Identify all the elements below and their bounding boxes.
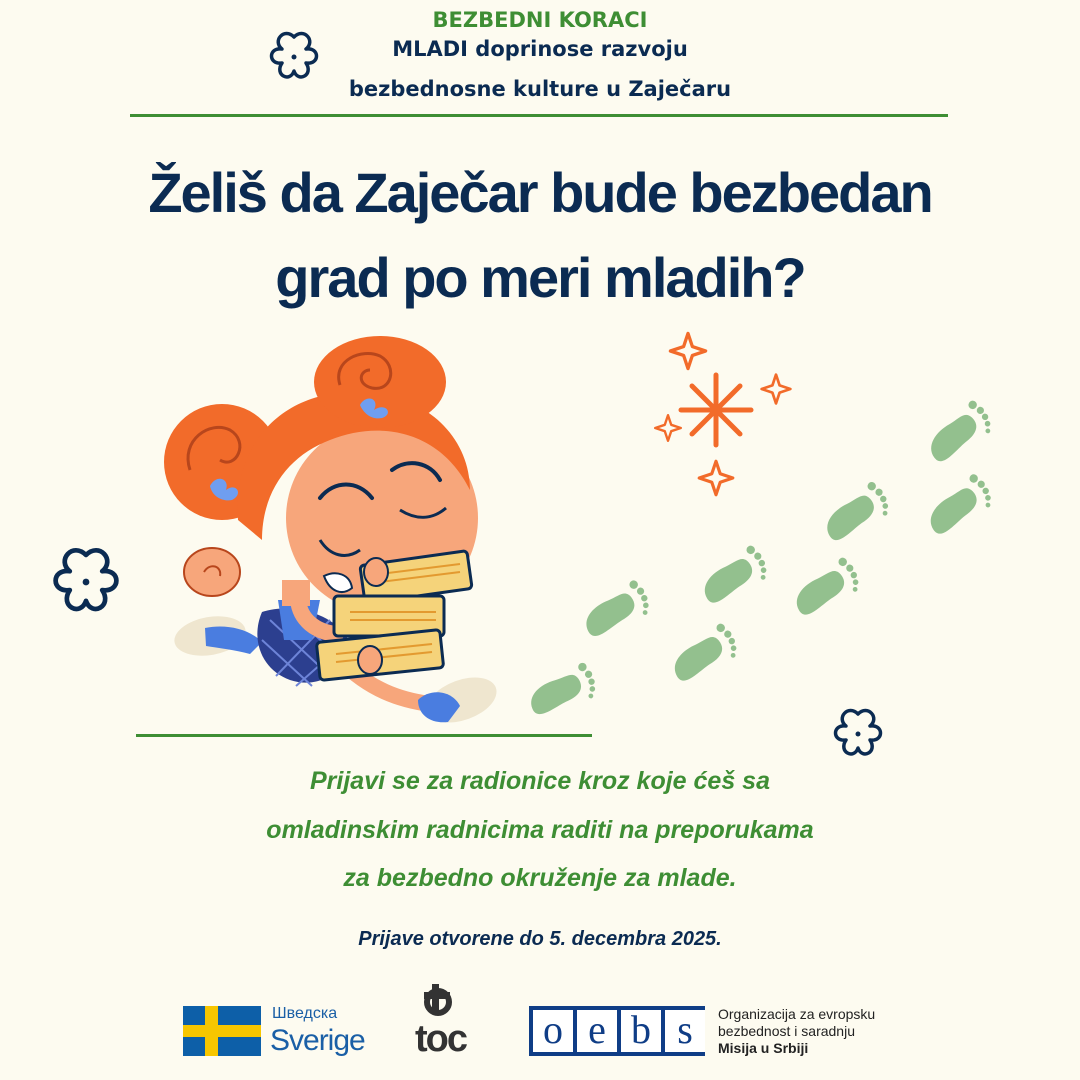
oebs-mission: Misija u Srbiji <box>718 1040 809 1056</box>
sweden-flag-icon <box>183 1006 261 1056</box>
sparkle-icon <box>762 375 791 404</box>
body-line1: Prijavi se za radionice kroz koje ćeš sa <box>310 767 770 795</box>
flower-icon <box>56 550 117 609</box>
sparkle-icon <box>681 375 751 445</box>
sweden-logo-cyrillic: Шведска <box>272 1005 338 1022</box>
footprint-icon <box>695 543 773 609</box>
oebs-name-line1: Organizacija za evropsku <box>718 1006 876 1022</box>
sparkle-icon <box>699 461 733 495</box>
footprint-icon <box>577 578 655 643</box>
footprint-icon <box>665 621 743 687</box>
body-line2: omladinskim radnicima raditi na preporukama <box>266 816 814 844</box>
girl-illustration <box>164 336 503 731</box>
oebs-letter: o <box>533 1010 573 1052</box>
sparkle-icon <box>655 415 681 441</box>
body-line3: za bezbedno okruženje za mlade. <box>343 864 737 892</box>
project-title: BEZBEDNI KORACI <box>432 8 648 32</box>
deadline-text: Prijave otvorene do 5. decembra 2025. <box>358 928 722 950</box>
oebs-letter: s <box>665 1010 705 1052</box>
footprint-icon <box>920 471 997 540</box>
flower-icon <box>836 711 881 754</box>
project-subtitle-line2: bezbednosne kulture u Zaječaru <box>348 77 732 101</box>
headline-line1: Želiš da Zaječar bude bezbedan <box>148 161 932 224</box>
middle-divider <box>136 734 592 737</box>
flower-icon <box>272 34 317 77</box>
oebs-logo <box>529 1006 705 1056</box>
toc-logo-icon <box>420 980 460 1020</box>
footprint-icon <box>523 661 600 721</box>
oebs-letter: e <box>577 1010 617 1052</box>
footprint-icon <box>787 555 865 621</box>
oebs-letter: b <box>621 1010 661 1052</box>
headline-line2: grad po meri mladih? <box>275 246 805 309</box>
toc-logo: toc <box>415 1018 466 1060</box>
oebs-name-line2: bezbednost i saradnju <box>718 1023 855 1039</box>
sparkle-icon <box>670 333 705 368</box>
footprint-icon <box>920 398 997 468</box>
sweden-logo-latin: Sverige <box>270 1024 365 1057</box>
project-subtitle-line1: MLADI doprinose razvoju <box>392 37 688 61</box>
footprint-icon <box>817 479 895 546</box>
